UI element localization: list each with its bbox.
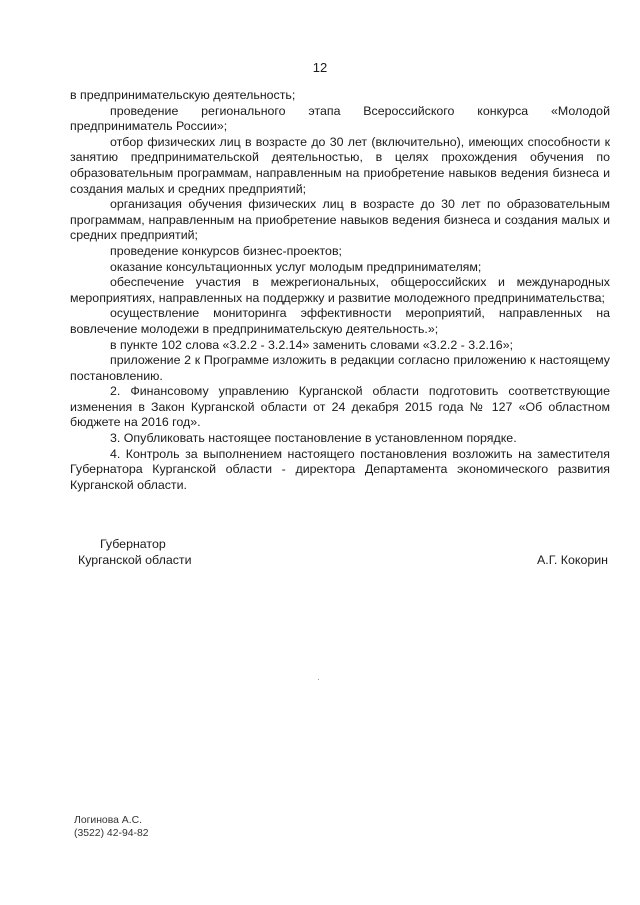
paragraph: отбор физических лиц в возрасте до 30 лет (включительно), имеющих способности к занятию предпринимательской деятельностью, в целях прохождения обучения по образовательным программам, направленным на приобретение навыков ведения бизнеса и создания малых и средних предприятий;: [70, 134, 610, 196]
paragraph: осуществление мониторинга эффективности мероприятий, направленных на вовлечение молодежи в предпринимательскую деятельность.»;: [70, 306, 610, 336]
paragraph: 3. Опубликовать настоящее постановление в установленном порядке.: [110, 431, 517, 446]
executor-name: Логинова А.С.: [74, 815, 142, 826]
paragraph: оказание консультационных услуг молодым предпринимателям;: [110, 259, 482, 274]
scan-dot: [318, 679, 319, 680]
executor-block: [74, 814, 149, 840]
signature-position: Губернатор: [100, 537, 166, 551]
paragraph: в пункте 102 слова «3.2.2 - 3.2.14» заменить словами «3.2.2 - 3.2.16»;: [110, 337, 514, 352]
signature-name: А.Г. Кокорин: [536, 553, 608, 567]
document-body: [70, 88, 610, 493]
signature-title: [78, 537, 192, 568]
paragraph: проведение регионального этапа Всероссийского конкурса «Молодой предприниматель России»;: [70, 103, 610, 134]
page-number: 12: [312, 60, 328, 75]
paragraph: приложение 2 к Программе изложить в редакции согласно приложению к настоящему постановлению.: [70, 353, 610, 383]
executor-phone: (3522) 42-94-82: [74, 828, 149, 839]
paragraph: проведение конкурсов бизнес-проектов;: [110, 243, 342, 258]
paragraph: 4. Контроль за выполнением настоящего постановления возложить на заместителя Губернатора Курганской области - директора Департамента экономического развития Курганской области.: [70, 446, 610, 492]
paragraph: организация обучения физических лиц в возрасте до 30 лет по образовательным программам, направленным на приобретение навыков ведения бизнеса и создания малых и средних предприятий;: [70, 197, 610, 243]
paragraph: 2. Финансовому управлению Курганской области подготовить соответствующие изменения в Закон Курганской области от 24 декабря 2015 года № 127 «Об областном бюджете на 2016 год».: [70, 384, 610, 430]
paragraph: обеспечение участия в межрегиональных, общероссийских и международных мероприятиях, направленных на поддержку и развитие молодежного предпринимательства;: [70, 275, 610, 305]
signature-region: Курганской области: [78, 552, 192, 567]
paragraph: в предпринимательскую деятельность;: [70, 88, 296, 102]
